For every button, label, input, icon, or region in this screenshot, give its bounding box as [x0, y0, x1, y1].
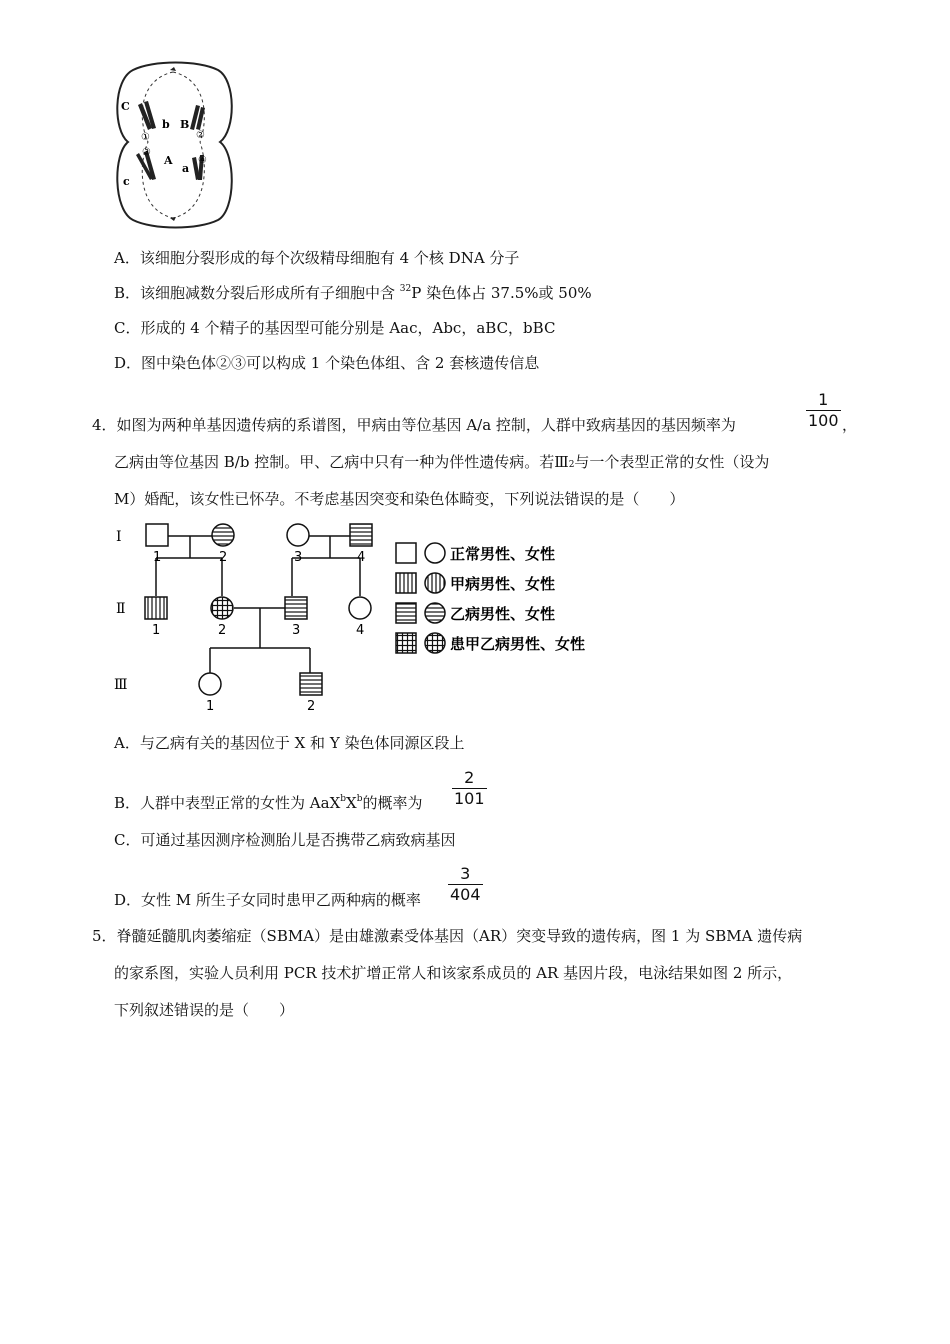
legend-disease-b-male-icon: [396, 603, 416, 623]
num-i2: 2: [219, 550, 228, 565]
individual-i2-disease-b-female: [212, 524, 234, 546]
individual-ii4-normal-female: [349, 597, 371, 619]
individual-i1-normal-male: [146, 524, 168, 546]
individual-ii2-both-diseases-female: [211, 597, 233, 619]
legend-normal-text: 正常男性、女性: [450, 545, 556, 563]
q4-option-b-fraction: [452, 769, 487, 808]
q4-stem-line2: [114, 452, 769, 472]
meiosis-cell-figure: [108, 60, 238, 230]
q4-option-d-fraction: [448, 865, 483, 904]
num-iii2: 2: [307, 699, 316, 714]
q4-option-b-pre: B．人群中表型正常的女性为 AaX: [114, 794, 341, 812]
cell-label-n4: ④: [198, 155, 207, 166]
q4-option-b-mid: X: [346, 794, 357, 812]
individual-iii1-normal-female: [199, 673, 221, 695]
q4-option-d: D．女性 M 所生子女同时患甲乙两种病的概率: [114, 891, 421, 909]
q4-option-d-num: 3: [460, 864, 471, 883]
legend-disease-b-text: 乙病男性、女性: [450, 605, 556, 623]
q4-freq-fraction: [806, 391, 841, 430]
q4-option-c: C．可通过基因测序检测胎儿是否携带乙病致病基因: [114, 831, 456, 849]
legend-disease-a-male-icon: [396, 573, 416, 593]
legend-both-male-icon: [396, 633, 416, 653]
q4-stem-line2-sub: 2: [568, 460, 575, 470]
num-ii4: 4: [356, 623, 365, 638]
q3-option-b-pre: B．该细胞减数分裂后形成所有子细胞中含: [114, 284, 400, 302]
q4-option-b-sup2: b: [356, 794, 363, 804]
legend-disease-a-female-icon: [425, 573, 445, 593]
cell-label-n2: ②: [196, 130, 205, 141]
individual-ii3-disease-b-male: [285, 597, 307, 619]
q3-option-b-sup: 32: [399, 284, 412, 294]
cell-label-b: b: [162, 118, 170, 131]
pedigree-chart: [110, 518, 610, 714]
num-i3: 3: [294, 550, 303, 565]
q4-option-b: [114, 793, 422, 813]
num-i1: 1: [153, 550, 162, 565]
legend-disease-a-text: 甲病男性、女性: [450, 575, 556, 593]
q4-freq-den: 100: [808, 411, 839, 430]
q4-freq-num: 1: [818, 390, 829, 409]
q4-option-b-den: 101: [454, 789, 485, 808]
q4-option-d-den: 404: [450, 885, 481, 904]
q3-option-a: A．该细胞分裂形成的每个次级精母细胞有 4 个核 DNA 分子: [114, 249, 520, 267]
individual-i3-normal-female: [287, 524, 309, 546]
cell-membrane: [117, 63, 231, 228]
individual-i4-disease-b-male: [350, 524, 372, 546]
q4-stem-line2-pre: 乙病由等位基因 B/b 控制。甲、乙病中只有一种为伴性遗传病。若Ⅲ: [114, 453, 569, 471]
q5-line1: 5．脊髓延髓肌肉萎缩症（SBMA）是由雄激素受体基因（AR）突变导致的遗传病，图 1 为 SBMA 遗传病: [92, 927, 803, 945]
legend-disease-b-female-icon: [425, 603, 445, 623]
q4-option-a: A．与乙病有关的基因位于 X 和 Y 染色体同源区段上: [114, 734, 465, 752]
cell-label-A: A: [164, 154, 173, 167]
num-iii1: 1: [206, 699, 215, 714]
num-ii2: 2: [218, 623, 227, 638]
cell-label-a: a: [182, 162, 190, 175]
q4-option-b-sup1: b: [340, 794, 347, 804]
num-ii1: 1: [152, 623, 161, 638]
individual-ii1-disease-a-male: [145, 597, 167, 619]
q4-option-b-post: 的概率为: [362, 794, 423, 812]
q4-stem-line2-post: 与一个表型正常的女性（设为: [574, 453, 770, 471]
cell-label-n3: ③: [142, 147, 151, 158]
q4-option-b-num: 2: [464, 768, 475, 787]
cell-label-B: B: [180, 118, 190, 131]
cell-label-n1: ①: [141, 132, 150, 143]
legend-normal-male-icon: [396, 543, 416, 563]
cell-label-C: C: [121, 100, 130, 113]
q3-option-d: D．图中染色体②③可以构成 1 个染色体组、含 2 套核遗传信息: [114, 354, 540, 372]
gen-label-ii: Ⅱ: [116, 601, 126, 617]
legend-both-text: 患甲乙病男性、女性: [450, 635, 586, 653]
cell-label-c: c: [123, 175, 130, 188]
q4-stem-line3: M）婚配，该女性已怀孕。不考虑基因突变和染色体畸变，下列说法错误的是（ ）: [114, 490, 685, 508]
q4-stem-line1: 4．如图为两种单基因遗传病的系谱图，甲病由等位基因 A/a 控制，人群中致病基因的基因频率为: [92, 416, 736, 434]
num-ii3: 3: [292, 623, 301, 638]
q3-option-c: C．形成的 4 个精子的基因型可能分别是 Aac，Abc，aBC，bBC: [114, 319, 556, 337]
q4-stem-comma: ，: [842, 416, 858, 434]
q3-option-b: [114, 283, 592, 303]
q5-line3: 下列叙述错误的是（ ）: [114, 1001, 295, 1019]
individual-iii2-disease-b-male: [300, 673, 322, 695]
num-i4: 4: [357, 550, 366, 565]
legend-normal-female-icon: [425, 543, 445, 563]
q5-line2: 的家系图，实验人员利用 PCR 技术扩增正常人和该家系成员的 AR 基因片段，电泳结果如图 2 所示，: [114, 964, 793, 982]
legend-both-female-icon: [425, 633, 445, 653]
gen-label-i: Ⅰ: [116, 529, 122, 545]
gen-label-iii: Ⅲ: [114, 677, 128, 693]
q3-option-b-post: P 染色体占 37.5%或 50%: [411, 284, 592, 302]
